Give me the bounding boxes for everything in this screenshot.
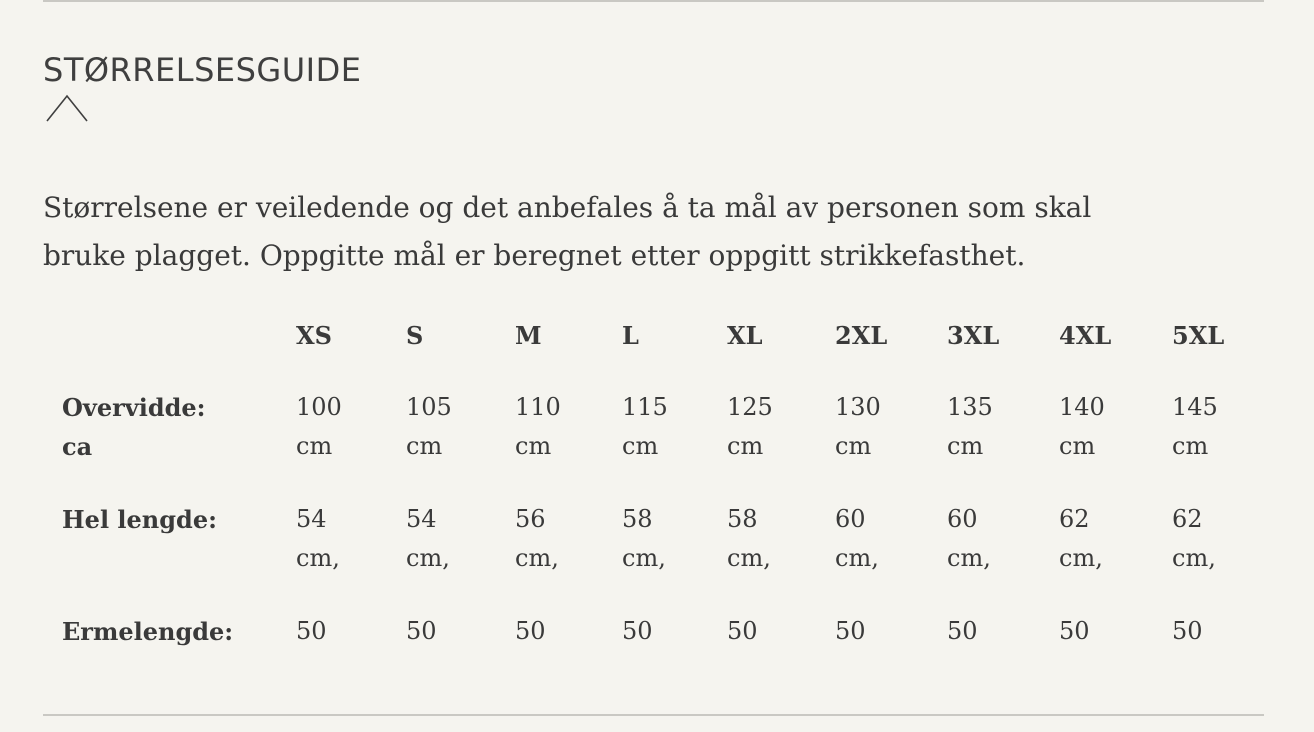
chevron-up-icon[interactable] <box>46 94 88 122</box>
table-cell: 105 cm <box>406 393 452 460</box>
size-header-empty <box>62 314 296 370</box>
row-label-text: Overvidde: ca <box>62 393 206 461</box>
row-label <box>62 370 296 482</box>
table-cell: 50 <box>835 617 866 645</box>
table-cell: 130 cm <box>835 393 881 460</box>
size-header-3xl: 3XL <box>947 321 1000 350</box>
table-cell: 50 <box>947 617 978 645</box>
table-cell: 100 cm <box>296 393 342 460</box>
table-cell: 145 cm <box>1172 393 1218 460</box>
size-header-xs: XS <box>296 321 332 350</box>
table-cell: 62 cm, <box>1059 505 1103 572</box>
table-cell: 54 cm, <box>296 505 340 572</box>
size-guide-toggle[interactable] <box>43 48 361 92</box>
table-cell: 50 <box>515 617 546 645</box>
table-cell: 50 <box>296 617 327 645</box>
table-cell: 115 cm <box>622 393 668 460</box>
table-row-overvidde <box>62 370 1262 482</box>
size-header-xl: XL <box>727 321 763 350</box>
table-cell: 50 <box>727 617 758 645</box>
size-table <box>62 314 1262 667</box>
intro-line-2: bruke plagget. Oppgitte mål er beregnet etter oppgitt strikkefasthet. <box>43 239 1026 272</box>
size-header-4xl: 4XL <box>1059 321 1112 350</box>
table-cell: 135 cm <box>947 393 993 460</box>
table-cell: 58 cm, <box>727 505 771 572</box>
table-cell: 50 <box>1059 617 1090 645</box>
table-cell: 110 cm <box>515 393 561 460</box>
size-header-5xl: 5XL <box>1172 321 1225 350</box>
row-label: Ermelengde: <box>62 617 234 646</box>
table-cell: 56 cm, <box>515 505 559 572</box>
table-cell: 125 cm <box>727 393 773 460</box>
table-cell: 62 cm, <box>1172 505 1216 572</box>
table-cell: 54 cm, <box>406 505 450 572</box>
table-cell: 60 cm, <box>835 505 879 572</box>
table-row-hel-lengde <box>62 482 1262 594</box>
size-guide-intro <box>43 184 1263 280</box>
bottom-divider <box>43 714 1264 716</box>
table-row-ermelengde <box>62 594 1262 667</box>
top-divider <box>43 0 1264 2</box>
size-header-m: M <box>515 321 542 350</box>
section-title: STØRRELSESGUIDE <box>43 51 362 89</box>
table-cell: 50 <box>622 617 653 645</box>
row-label: Hel lengde: <box>62 505 217 534</box>
table-cell: 60 cm, <box>947 505 991 572</box>
table-cell: 58 cm, <box>622 505 666 572</box>
intro-line-1: Størrelsene er veiledende og det anbefales å ta mål av personen som skal <box>43 191 1092 224</box>
size-header-l: L <box>622 321 639 350</box>
table-cell: 140 cm <box>1059 393 1105 460</box>
size-header-s: S <box>406 321 424 350</box>
size-header-2xl: 2XL <box>835 321 888 350</box>
table-cell: 50 <box>1172 617 1203 645</box>
table-cell: 50 <box>406 617 437 645</box>
size-header-row <box>62 314 1262 370</box>
